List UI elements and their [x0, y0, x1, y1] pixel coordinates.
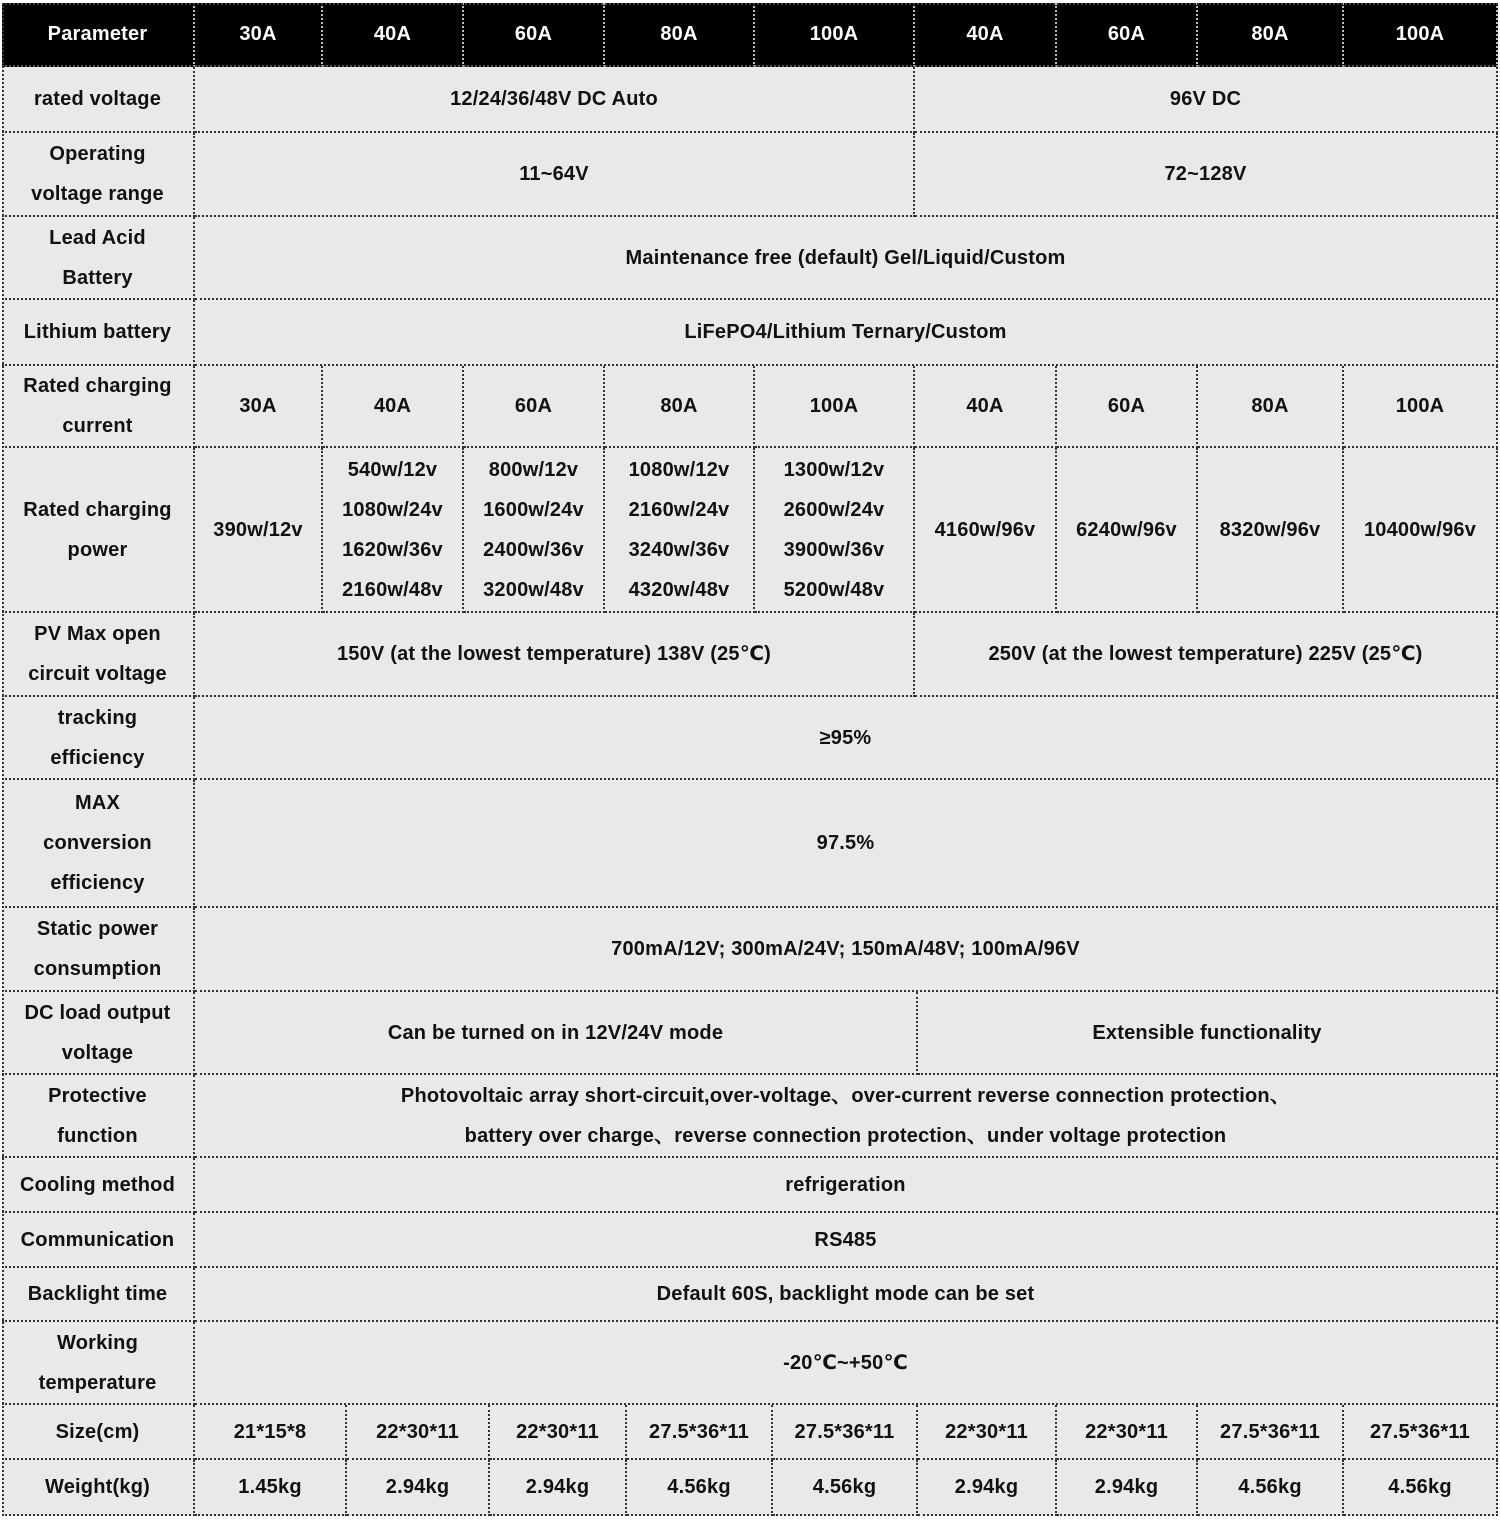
rated-voltage-group1-value-text: 12/24/36/48V DC Auto: [450, 88, 658, 110]
header-model-80a: [605, 3, 755, 67]
row-label-backlight-time: [2, 1268, 195, 1322]
header-model-60a: [464, 3, 605, 67]
row-label-lithium-battery: [2, 300, 195, 366]
row-label-rated-charging-power: [2, 448, 195, 613]
row-label-lead-acid-battery-line: Lead Acid: [49, 226, 146, 249]
row-label-protective-function-line: function: [57, 1124, 138, 1147]
weight-cell-text: 4.56kg: [1388, 1476, 1452, 1498]
charging-current-cell: [1344, 366, 1498, 448]
weight-cell-text: 4.56kg: [1238, 1476, 1302, 1498]
weight-cell-text: 2.94kg: [1094, 1476, 1159, 1498]
row-label-rated-charging-current-line: current: [62, 415, 133, 437]
charging-power-cell-line: 4160w/96v: [934, 518, 1036, 541]
backlight-time-value-text: Default 60S, backlight mode can be set: [656, 1283, 1035, 1305]
charging-current-cell: [1057, 366, 1198, 448]
weight-cell: [490, 1460, 627, 1516]
charging-current-cell: [755, 366, 915, 448]
charging-power-cell-line: 6240w/96v: [1076, 518, 1177, 541]
charging-power-cell-line: 2400w/36v: [483, 538, 584, 561]
row-label-cooling-method: [2, 1158, 195, 1213]
header-model-100a-text: 100A: [809, 23, 859, 45]
row-label-rated-charging-current: [2, 366, 195, 448]
row-label-max-conversion-efficiency-line: MAX: [74, 792, 121, 814]
charging-current-cell: [915, 366, 1057, 448]
charging-current-cell: [605, 366, 755, 448]
header-model-30a: [195, 3, 323, 67]
size-cell: [773, 1405, 918, 1460]
operating-voltage-range-group2-value-text: 72~128V: [1164, 163, 1247, 185]
charging-power-cell-line: 10400w/96v: [1363, 518, 1477, 541]
charging-power-cell: [195, 448, 323, 613]
row-label-operating-voltage-range-line: Operating: [49, 143, 146, 165]
header-model-60a-text: 60A: [1107, 23, 1146, 45]
static-power-consumption-value: [195, 908, 1498, 992]
charging-current-cell-text: 60A: [1107, 395, 1146, 417]
row-label-max-conversion-efficiency-line: conversion: [43, 832, 152, 854]
row-label-operating-voltage-range-line: voltage range: [31, 183, 164, 205]
charging-power-cell: [755, 448, 915, 613]
charging-current-cell-text: 40A: [373, 395, 412, 417]
weight-cell-text: 2.94kg: [385, 1476, 450, 1498]
weight-cell: [195, 1460, 347, 1516]
lead-acid-battery-value: [195, 217, 1498, 300]
row-label-operating-voltage-range: [2, 133, 195, 217]
charging-power-cell: [1198, 448, 1344, 613]
charging-current-cell-text: 40A: [966, 395, 1004, 417]
row-label-rated-charging-power-line: Rated charging: [23, 498, 172, 521]
charging-power-cell-line: 4320w/48v: [628, 578, 730, 601]
size-cell-text: 22*30*11: [516, 1420, 599, 1443]
row-label-static-power-consumption: [2, 908, 195, 992]
header-model-100a: [1344, 3, 1498, 67]
header-model-80a-text: 80A: [660, 23, 698, 45]
size-cell: [1344, 1405, 1498, 1460]
pv-max-open-circuit-voltage-group1-value-text: 150V (at the lowest temperature) 138V (25℃): [336, 643, 772, 665]
max-conversion-efficiency-value-text: 97.5%: [816, 832, 875, 854]
weight-cell-text: 4.56kg: [812, 1476, 877, 1498]
backlight-time-value: [195, 1268, 1498, 1322]
size-cell-text: 22*30*11: [945, 1420, 1028, 1443]
size-cell-text: 21*15*8: [233, 1420, 307, 1443]
charging-power-cell-line: 540w/12v: [347, 458, 438, 481]
row-label-dc-load-output-voltage: [2, 992, 195, 1075]
weight-cell-text: 2.94kg: [954, 1476, 1019, 1498]
row-label-max-conversion-efficiency: [2, 780, 195, 908]
size-cell: [918, 1405, 1057, 1460]
header-model-100a: [755, 3, 915, 67]
charging-current-cell-text: 100A: [809, 395, 859, 417]
charging-current-cell-text: 60A: [514, 395, 553, 417]
row-label-communication: [2, 1213, 195, 1268]
operating-voltage-range-group2-value: [915, 133, 1498, 217]
header-model-100a-text: 100A: [1395, 23, 1445, 45]
header-model-40a-text: 40A: [373, 23, 412, 45]
row-label-protective-function: [2, 1075, 195, 1158]
row-label-weight: [2, 1460, 195, 1516]
charging-power-cell: [323, 448, 464, 613]
charging-power-cell-line: 1080w/24v: [342, 498, 443, 521]
pv-max-open-circuit-voltage-group2-value: [915, 613, 1498, 697]
cooling-method-value-text: refrigeration: [785, 1173, 906, 1196]
size-cell: [347, 1405, 490, 1460]
charging-current-cell-text: 80A: [1251, 395, 1289, 417]
charging-power-cell-line: 2160w/24v: [628, 498, 730, 521]
row-label-tracking-efficiency-line: efficiency: [50, 746, 145, 769]
weight-cell: [773, 1460, 918, 1516]
pv-max-open-circuit-voltage-group2-value-text: 250V (at the lowest temperature) 225V (25℃): [988, 643, 1423, 665]
charging-power-cell: [464, 448, 605, 613]
row-label-tracking-efficiency: [2, 697, 195, 780]
operating-voltage-range-group1-value-text: 11~64V: [519, 163, 589, 185]
header-parameter-text: Parameter: [47, 23, 148, 45]
size-cell-text: 22*30*11: [376, 1420, 459, 1443]
size-cell-text: 27.5*36*11: [1370, 1420, 1470, 1443]
row-label-pv-max-open-circuit-voltage-line: PV Max open: [34, 623, 161, 645]
charging-current-cell: [464, 366, 605, 448]
static-power-consumption-value-text: 700mA/12V; 300mA/24V; 150mA/48V; 100mA/96V: [611, 938, 1080, 960]
size-cell: [490, 1405, 627, 1460]
charging-power-cell: [1057, 448, 1198, 613]
row-label-protective-function-line: Protective: [48, 1084, 147, 1107]
charging-power-cell-line: 2600w/24v: [783, 498, 885, 521]
size-cell-text: 22*30*11: [1085, 1420, 1168, 1443]
charging-current-cell-text: 80A: [660, 395, 698, 417]
lead-acid-battery-value-text: Maintenance free (default) Gel/Liquid/Custom: [625, 246, 1066, 269]
row-label-pv-max-open-circuit-voltage-line: circuit voltage: [28, 663, 167, 685]
weight-cell-text: 1.45kg: [238, 1476, 302, 1498]
row-label-tracking-efficiency-line: tracking: [57, 706, 138, 729]
row-label-rated-charging-power-line: power: [67, 538, 128, 561]
dc-load-output-voltage-group1-value: [195, 992, 918, 1075]
charging-current-cell-text: 30A: [239, 395, 277, 417]
header-model-40a: [323, 3, 464, 67]
communication-value-text: RS485: [814, 1228, 877, 1251]
weight-cell-text: 2.94kg: [525, 1476, 590, 1498]
tracking-efficiency-value-text: ≥95%: [819, 726, 872, 749]
charging-power-cell-line: 390w/12v: [213, 518, 303, 541]
rated-voltage-group2-value: [915, 67, 1498, 133]
size-cell-text: 27.5*36*11: [1220, 1420, 1320, 1443]
charging-power-cell: [605, 448, 755, 613]
header-parameter: [2, 3, 195, 67]
charging-power-cell-line: 3200w/48v: [483, 578, 584, 601]
cooling-method-value: [195, 1158, 1498, 1213]
charging-power-cell-line: 3240w/36v: [628, 538, 730, 561]
row-label-weight-text: Weight(kg): [45, 1476, 150, 1498]
header-model-30a-text: 30A: [239, 23, 277, 45]
communication-value: [195, 1213, 1498, 1268]
row-label-communication-text: Communication: [20, 1228, 175, 1251]
pv-max-open-circuit-voltage-group1-value: [195, 613, 915, 697]
header-model-60a-text: 60A: [514, 23, 553, 45]
charging-power-cell-line: 3900w/36v: [783, 538, 885, 561]
charging-power-cell-line: 8320w/96v: [1219, 518, 1321, 541]
weight-cell: [1057, 1460, 1198, 1516]
header-model-40a: [915, 3, 1057, 67]
working-temperature-value-text: -20℃~+50℃: [783, 1351, 908, 1374]
row-label-dc-load-output-voltage-line: voltage: [61, 1041, 134, 1064]
row-label-working-temperature: [2, 1322, 195, 1405]
protective-function-value-line: battery over charge、reverse connection protection、under voltage protection: [464, 1124, 1227, 1147]
lithium-battery-value: [195, 300, 1498, 366]
weight-cell: [1198, 1460, 1344, 1516]
charging-power-cell-line: 1620w/36v: [342, 538, 443, 561]
row-label-rated-voltage-text: rated voltage: [33, 88, 162, 110]
row-label-lithium-battery-text: Lithium battery: [23, 321, 172, 343]
size-cell-text: 27.5*36*11: [794, 1420, 895, 1443]
protective-function-value: [195, 1075, 1498, 1158]
rated-voltage-group1-value: [195, 67, 915, 133]
charging-power-cell-line: 2160w/48v: [342, 578, 443, 601]
operating-voltage-range-group1-value: [195, 133, 915, 217]
weight-cell-text: 4.56kg: [667, 1476, 731, 1498]
dc-load-output-voltage-group2-value: [918, 992, 1498, 1075]
row-label-static-power-consumption-line: consumption: [33, 958, 162, 980]
row-label-lead-acid-battery-line: Battery: [62, 266, 133, 289]
charging-current-cell: [323, 366, 464, 448]
size-cell: [1057, 1405, 1198, 1460]
charging-power-cell: [1344, 448, 1498, 613]
size-cell: [1198, 1405, 1344, 1460]
dc-load-output-voltage-group2-value-text: Extensible functionality: [1092, 1021, 1322, 1044]
charging-power-cell-line: 800w/12v: [488, 458, 579, 481]
row-label-dc-load-output-voltage-line: DC load output: [24, 1001, 171, 1024]
row-label-rated-charging-current-line: Rated charging: [23, 375, 172, 397]
rated-voltage-group2-value-text: 96V DC: [1169, 88, 1242, 110]
charging-power-cell-line: 5200w/48v: [783, 578, 885, 601]
row-label-size-text: Size(cm): [55, 1420, 140, 1443]
header-model-60a: [1057, 3, 1198, 67]
row-label-working-temperature-line: temperature: [38, 1371, 157, 1394]
working-temperature-value: [195, 1322, 1498, 1405]
max-conversion-efficiency-value: [195, 780, 1498, 908]
size-cell: [627, 1405, 773, 1460]
charging-power-cell-line: 1300w/12v: [783, 458, 885, 481]
weight-cell: [347, 1460, 490, 1516]
header-model-40a-text: 40A: [966, 23, 1004, 45]
charging-power-cell-line: 1080w/12v: [628, 458, 730, 481]
weight-cell: [627, 1460, 773, 1516]
charging-power-cell: [915, 448, 1057, 613]
row-label-size: [2, 1405, 195, 1460]
row-label-working-temperature-line: Working: [56, 1331, 139, 1354]
charging-current-cell: [1198, 366, 1344, 448]
charging-current-cell: [195, 366, 323, 448]
size-cell: [195, 1405, 347, 1460]
row-label-rated-voltage: [2, 67, 195, 133]
protective-function-value-line: Photovoltaic array short-circuit,over-voltage、over-current reverse connection protection、: [400, 1084, 1291, 1107]
charging-current-cell-text: 100A: [1395, 395, 1445, 417]
header-model-80a: [1198, 3, 1344, 67]
weight-cell: [1344, 1460, 1498, 1516]
size-cell-text: 27.5*36*11: [649, 1420, 749, 1443]
row-label-pv-max-open-circuit-voltage: [2, 613, 195, 697]
tracking-efficiency-value: [195, 697, 1498, 780]
row-label-static-power-consumption-line: Static power: [36, 918, 159, 940]
weight-cell: [918, 1460, 1057, 1516]
row-label-backlight-time-text: Backlight time: [27, 1283, 168, 1305]
dc-load-output-voltage-group1-value-text: Can be turned on in 12V/24V mode: [387, 1021, 724, 1044]
row-label-cooling-method-text: Cooling method: [20, 1173, 175, 1196]
row-label-lead-acid-battery: [2, 217, 195, 300]
charging-power-cell-line: 1600w/24v: [483, 498, 584, 521]
header-model-80a-text: 80A: [1251, 23, 1289, 45]
lithium-battery-value-text: LiFePO4/Lithium Ternary/Custom: [684, 321, 1007, 343]
row-label-max-conversion-efficiency-line: efficiency: [50, 872, 145, 894]
